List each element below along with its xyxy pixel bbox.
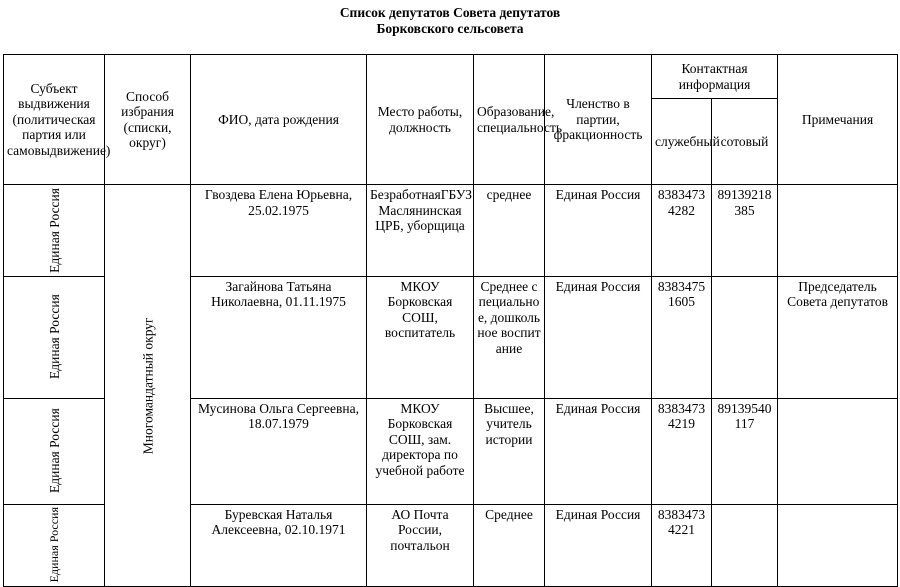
header-work: Место работы, должность [367,55,474,185]
cell-mobile-phone [712,276,778,398]
deputies-table [3,54,898,587]
header-membership: Членство в партии, фракционность [545,55,652,185]
cell-notes [778,504,898,586]
header-notes: Примечания [778,55,898,185]
title-line-1: Список депутатов Совета депутатов [339,5,561,20]
header-fio: ФИО, дата рождения [191,55,367,185]
cell-membership: Единая Россия [545,185,652,277]
cell-subject: Единая Россия [4,276,105,398]
cell-mobile-phone: 89139540117 [712,398,778,504]
cell-mobile-phone [712,504,778,586]
cell-office-phone: 83834751605 [652,276,712,398]
cell-work: АО Почта России, почтальон [367,504,474,586]
cell-election-method: Многомандатный округ [105,185,191,587]
title-line-2: Борковского сельсовета [376,21,524,36]
cell-education: Среднее [474,504,545,586]
cell-notes [778,398,898,504]
cell-work: БезработнаяГБУЗ Маслянинская ЦРБ, уборщица [367,185,474,277]
cell-fio: Мусинова Ольга Сергеевна, 18.07.1979 [191,398,367,504]
cell-work: МКОУ Борковская СОШ, зам. директора по учебной работе [367,398,474,504]
cell-office-phone: 83834734219 [652,398,712,504]
cell-education: среднее [474,185,545,277]
cell-office-phone: 83834734221 [652,504,712,586]
document-title [0,5,900,37]
cell-subject: Единая Россия [4,185,105,277]
cell-education: Высшее, учитель истории [474,398,545,504]
cell-mobile-phone: 89139218385 [712,185,778,277]
header-contact: Контактная информация [652,55,778,99]
cell-fio: Гвоздева Елена Юрьевна, 25.02.1975 [191,185,367,277]
header-office-phone: служебный [652,99,712,185]
cell-fio: Буревская Наталья Алексеевна, 02.10.1971 [191,504,367,586]
header-subject: Субъект выдвижения (политическая партия или самовыдвижение) [4,55,105,185]
table-row [4,185,898,277]
header-mobile-phone: сотовый [712,99,778,185]
header-row-1 [4,55,898,99]
header-education: Образование, специальность [474,55,545,185]
cell-education: Среднее специальное, дошкольное воспитание [474,276,545,398]
cell-membership: Единая Россия [545,276,652,398]
cell-subject: Единая Россия [4,504,105,586]
cell-notes [778,185,898,277]
header-method: Способ избрания (списки, округ) [105,55,191,185]
cell-membership: Единая Россия [545,398,652,504]
cell-work: МКОУ Борковская СОШ, воспитатель [367,276,474,398]
cell-office-phone: 83834734282 [652,185,712,277]
cell-notes: Председатель Совета депутатов [778,276,898,398]
cell-subject: Единая Россия [4,398,105,504]
cell-membership: Единая Россия [545,504,652,586]
cell-fio: Загайнова Татьяна Николаевна, 01.11.1975 [191,276,367,398]
